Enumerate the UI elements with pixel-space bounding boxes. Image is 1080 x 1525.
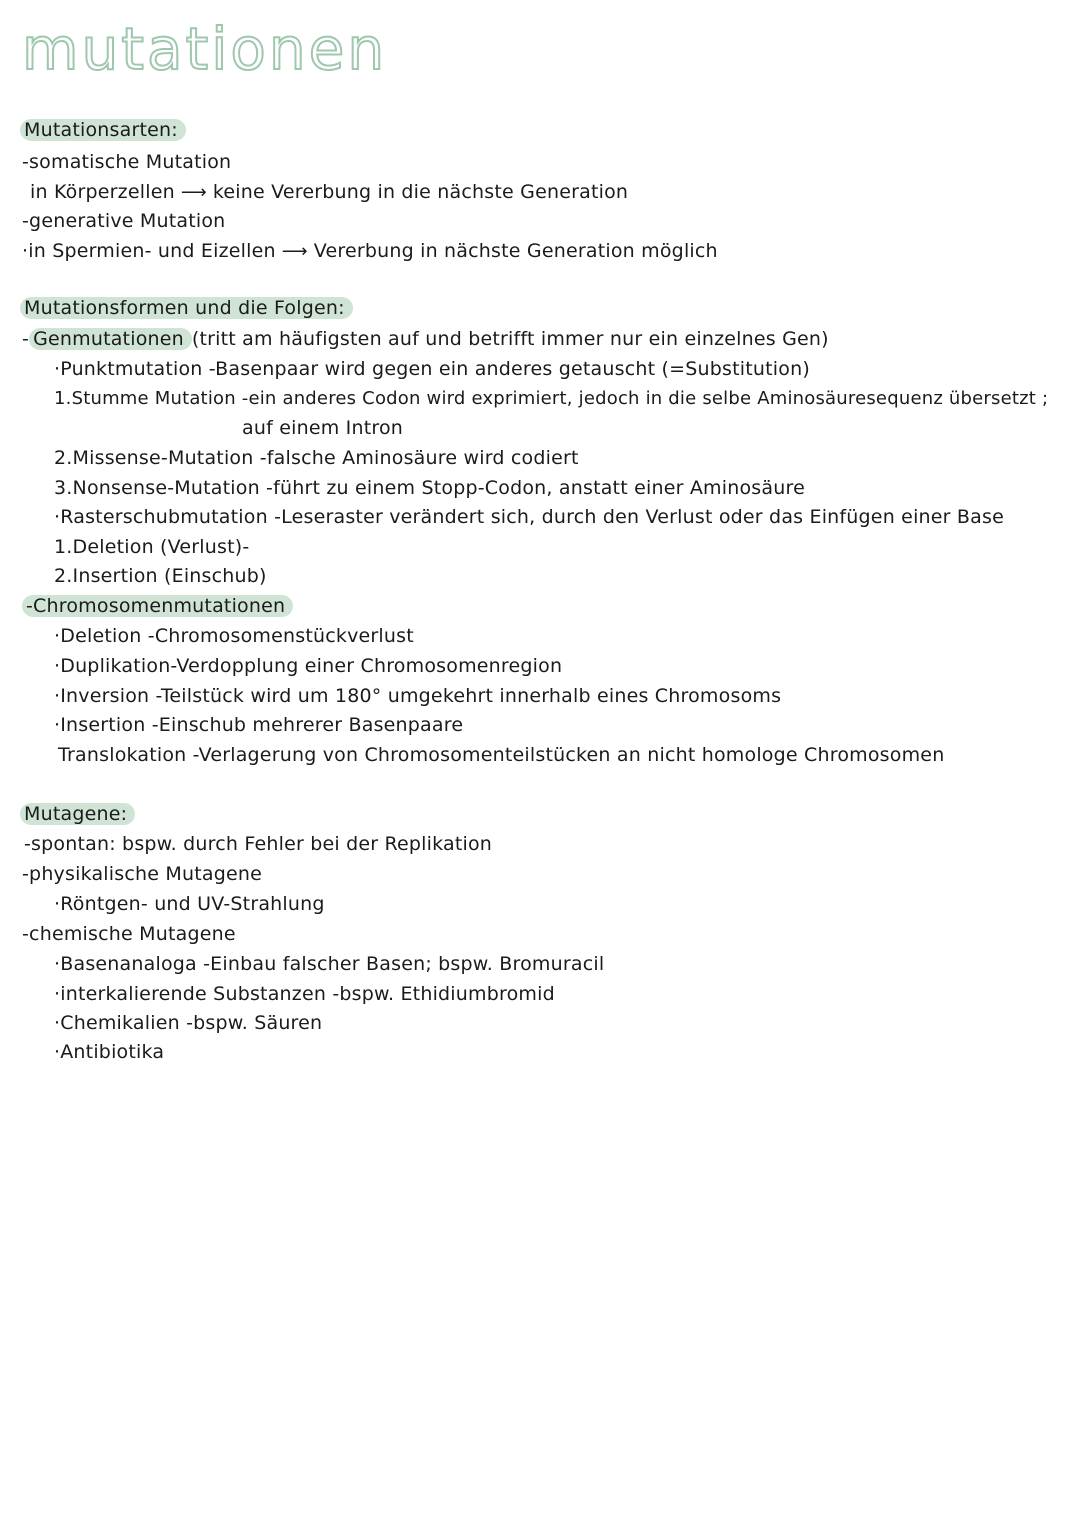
subheading-highlight: -Chromosomenmutationen xyxy=(22,595,293,617)
list-item: ·Punktmutation -Basenpaar wird gegen ein anderes getauscht (=Substitution) xyxy=(54,358,810,380)
list-item: ·Antibiotika xyxy=(54,1041,165,1063)
list-item: auf einem Intron xyxy=(242,417,404,439)
list-item: ·Basenanaloga -Einbau falscher Basen; bspw. Bromuracil xyxy=(54,953,605,975)
section-heading xyxy=(20,802,135,826)
detail-text: keine Vererbung in die nächste Generation xyxy=(212,181,629,203)
list-item: ·Deletion -Chromosomenstückverlust xyxy=(54,625,414,647)
list-item: ·interkalierende Substanzen -bspw. Ethidiumbromid xyxy=(54,983,555,1005)
note-text: (tritt am häufigsten auf und betrifft immer nur ein einzelnes Gen) xyxy=(191,328,829,350)
section-heading xyxy=(20,296,353,320)
list-item xyxy=(22,594,293,618)
heading-highlight: Mutationsarten: xyxy=(20,119,186,141)
list-item: 1.Deletion (Verlust)- xyxy=(54,536,250,558)
list-item: ·Inversion -Teilstück wird um 180° umgekehrt innerhalb eines Chromosoms xyxy=(54,685,782,707)
section-heading xyxy=(20,118,186,142)
list-item: 2.Missense-Mutation -falsche Aminosäure wird codiert xyxy=(54,447,579,469)
dash-marker: - xyxy=(22,328,30,350)
detail-text: in Körperzellen xyxy=(30,181,175,203)
list-item: ·Duplikation-Verdopplung einer Chromosomenregion xyxy=(54,655,563,677)
list-item: ·Röntgen- und UV-Strahlung xyxy=(54,893,325,915)
list-item: ·Insertion -Einschub mehrerer Basenpaare xyxy=(54,714,464,736)
detail-text: ·in Spermien- und Eizellen xyxy=(22,240,276,262)
list-item: 1.Stumme Mutation -ein anderes Codon wird exprimiert, jedoch in die selbe Aminosäuresequenz übersetzt ; xyxy=(54,388,1049,409)
list-item: -chemische Mutagene xyxy=(22,923,236,945)
list-item: -generative Mutation xyxy=(22,210,226,232)
page-title: mutationen xyxy=(22,15,388,83)
detail-text: Vererbung in nächste Generation möglich xyxy=(313,240,718,262)
heading-highlight: Mutagene: xyxy=(20,803,135,825)
list-item xyxy=(30,180,628,205)
list-item: -somatische Mutation xyxy=(22,151,232,173)
list-item xyxy=(22,239,718,264)
list-item: Translokation -Verlagerung von Chromosomenteilstücken an nicht homologe Chromosomen xyxy=(58,744,945,766)
list-item xyxy=(22,327,829,351)
heading-highlight: Mutationsformen und die Folgen: xyxy=(20,297,353,319)
list-item: -spontan: bspw. durch Fehler bei der Replikation xyxy=(24,833,493,855)
arrow-right-icon: ⟶ xyxy=(281,241,308,262)
subheading-highlight: Genmutationen xyxy=(29,328,192,350)
arrow-right-icon: ⟶ xyxy=(180,182,207,203)
list-item: 3.Nonsense-Mutation -führt zu einem Stopp-Codon, anstatt einer Aminosäure xyxy=(54,477,805,499)
list-item: 2.Insertion (Einschub) xyxy=(54,565,267,587)
list-item: ·Rasterschubmutation -Leseraster verändert sich, durch den Verlust oder das Einfügen einer Base xyxy=(54,506,1004,528)
list-item: -physikalische Mutagene xyxy=(22,863,262,885)
list-item: ·Chemikalien -bspw. Säuren xyxy=(54,1012,323,1034)
